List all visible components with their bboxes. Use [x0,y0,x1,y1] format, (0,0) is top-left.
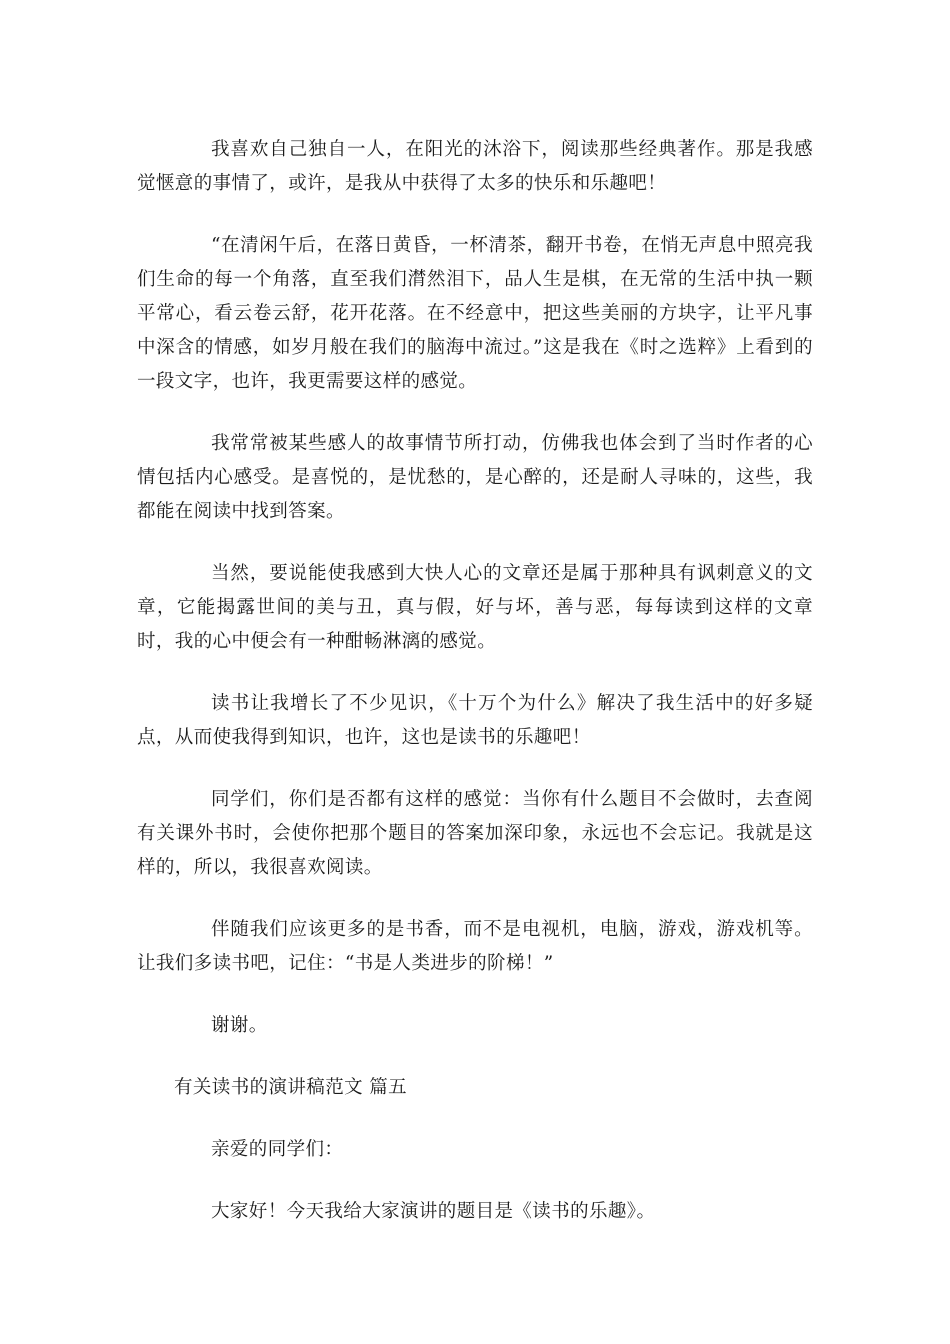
paragraph-2: “在清闲午后，在落日黄昏，一杯清茶，翻开书卷，在悄无声息中照亮我们生命的每一个角落，直至我们潸然泪下，品人生是棋，在无常的生活中执一颗平常心，看云卷云舒，花开花落。在不经意中，把这些美丽的方块字，让平凡事中深含的情感，如岁月般在我们的脑海中流过。”这是我在《时之选粹》上看到的一段文字，也许，我更需要这样的感觉。 [137,235,813,392]
opening-line: 大家好！今天我给大家演讲的题目是《读书的乐趣》。 [211,1201,656,1222]
paragraph-5: 读书让我增长了不少见识，《十万个为什么》解决了我生活中的好多疑点，从而使我得到知识，也许，这也是读书的乐趣吧！ [137,693,813,748]
paragraph-6: 同学们，你们是否都有这样的感觉：当你有什么题目不会做时，去查阅有关课外书时，会使你把那个题目的答案加深印象，永远也不会忘记。我就是这样的，所以，我很喜欢阅读。 [137,789,813,878]
paragraph-4: 当然，要说能使我感到大快人心的文章还是属于那种具有讽刺意义的文章，它能揭露世间的美与丑，真与假，好与坏，善与恶，每每读到这样的文章时，我的心中便会有一种酣畅淋漓的感觉。 [137,563,813,652]
paragraph-thanks: 谢谢。 [211,1015,268,1036]
paragraph-1: 我喜欢自己独自一人，在阳光的沐浴下，阅读那些经典著作。那是我感觉惬意的事情了，或许，是我从中获得了太多的快乐和乐趣吧！ [137,139,813,194]
paragraph-3: 我常常被某些感人的故事情节所打动，仿佛我也体会到了当时作者的心情包括内心感受。是喜悦的，是忧愁的，是心醉的，还是耐人寻味的，这些，我都能在阅读中找到答案。 [137,433,813,522]
section-heading: 有关读书的演讲稿范文 篇五 [174,1077,408,1098]
greeting: 亲爱的同学们： [211,1139,344,1160]
paragraph-7: 伴随我们应该更多的是书香，而不是电视机，电脑，游戏，游戏机等。让我们多读书吧，记住：“书是人类进步的阶梯！” [137,919,813,974]
document-body [137,133,813,1257]
